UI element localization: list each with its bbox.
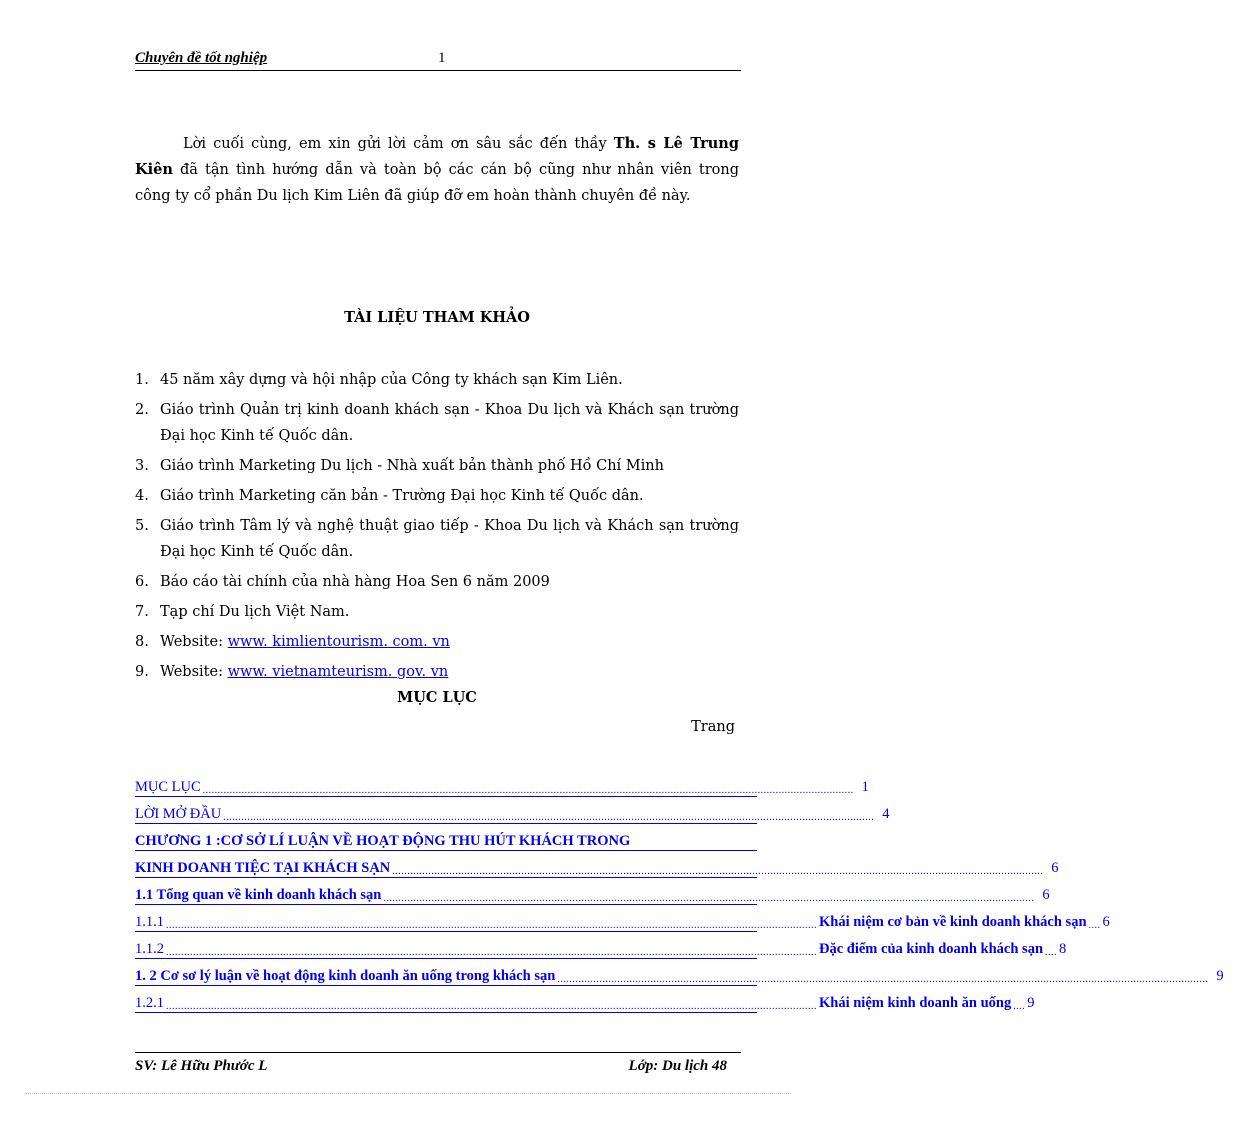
toc-entry-page: 6 [1051,860,1059,876]
reference-item [135,659,739,685]
toc-title: MỤC LỤC [397,689,477,706]
footer-student: SV: Lê Hữu Phước L [135,1058,268,1074]
reference-link-vietnamteurism[interactable]: www. vietnamteurism. gov. vn [227,664,449,680]
toc-entry-label: 1.1.1 [135,914,164,930]
reference-item [135,367,739,393]
toc-entry-1-1[interactable] [135,878,1050,905]
toc-entry-page: 9 [1027,995,1035,1011]
toc-leader-dots: ......................................................................................................................................................................................................................... [166,1001,817,1012]
table-of-contents [135,770,1224,1013]
toc-entry-title: Khái niệm kinh doanh ăn uống [819,995,1012,1011]
reference-text: Giáo trình Quản trị kinh doanh khách sạn - Khoa Du lịch và Khách sạn trường Đại học Kinh tế Quốc dân. [160,402,739,444]
reference-number: 2. [135,402,149,418]
reference-number: 3. [135,458,149,474]
reference-item [135,397,739,449]
toc-entry-label: 1.1.2 [135,941,164,957]
toc-entry-page: 9 [1216,968,1224,984]
toc-entry-label: LỜI MỞ ĐẦU [135,806,222,822]
reference-text: Giáo trình Tâm lý và nghệ thuật giao tiếp - Khoa Du lịch và Khách sạn trường Đại học Kinh tế Quốc dân. [160,518,739,560]
reference-number: 1. [135,372,149,388]
toc-page-column-label: Trang [691,719,735,735]
ack-text-after: đã tận tình hướng dẫn và toàn bộ các cán bộ cũng như nhân viên trong công ty cổ phần Du lịch Kim Liên đã giúp đỡ em hoàn thành chuyên đề này. [135,162,739,204]
toc-entry-title: Đặc điểm của kinh doanh khách sạn [819,941,1044,957]
toc-entry-label: 1. 2 Cơ sơ lý luận về hoạt động kinh doanh ăn uống trong khách sạn [135,968,556,984]
reference-text: 45 năm xây dựng và hội nhập của Công ty khách sạn Kim Liên. [160,372,623,388]
toc-leader-dots: .... [1045,947,1058,958]
toc-entry-page: 1 [861,779,869,795]
toc-entry-chuong-1-cont[interactable] [135,851,1059,878]
reference-number: 4. [135,488,149,504]
reference-prefix: Website: [160,634,228,650]
toc-leader-dots: ......................................................................................................................................................................................................................... [392,866,1044,877]
toc-leader-dots: ......................................................................................................................................................................................................................... [202,785,854,796]
toc-entry-1-1-2[interactable] [135,932,1067,959]
toc-leader-dots: ......................................................................................................................................................................................................................... [383,893,1035,904]
page-bottom-edge [25,1093,791,1094]
toc-entry-label: MỤC LỤC [135,779,201,795]
references-title: TÀI LIỆU THAM KHẢO [344,309,530,326]
reference-number: 7. [135,604,149,620]
reference-prefix: Website: [160,664,228,680]
toc-entry-label: 1.2.1 [135,995,164,1011]
toc-entry-page: 4 [882,806,890,822]
toc-leader-dots: .... [1013,1001,1026,1012]
reference-text: Tạp chí Du lịch Việt Nam. [160,604,350,620]
reference-item [135,629,739,655]
toc-entry-muc-luc[interactable] [135,770,869,797]
toc-leader-dots: ......................................................................................................................................................................................................................... [223,812,875,823]
reference-number: 5. [135,518,149,534]
reference-number: 8. [135,634,149,650]
toc-leader-dots: .... [1088,920,1101,931]
reference-text: Giáo trình Marketing căn bản - Trường Đại học Kinh tế Quốc dân. [160,488,644,504]
reference-item [135,569,739,595]
page-header [135,50,741,71]
toc-entry-1-2-1[interactable] [135,986,1035,1013]
reference-number: 9. [135,664,149,680]
page-footer [135,1052,741,1077]
reference-item [135,513,739,565]
ack-advisor-name: Th. s Lê Trung Kiên [135,135,739,178]
header-title: Chuyên đề tốt nghiệp [135,50,268,66]
reference-item [135,483,739,509]
toc-entry-1-1-1[interactable] [135,905,1110,932]
toc-entry-label: CHƯƠNG 1 :CƠ SỞ LÍ LUẬN VỀ HOẠT ĐỘNG THU HÚT KHÁCH TRONG [135,833,631,849]
toc-entry-title: Khái niệm cơ bản về kinh doanh khách sạn [819,914,1087,930]
toc-entry-label: 1.1 Tổng quan về kinh doanh khách sạn [135,887,382,903]
toc-entry-page: 6 [1102,914,1110,930]
toc-leader-dots: ......................................................................................................................................................................................................................... [166,947,817,958]
reference-link-kimlientourism[interactable]: www. kimlientourism. com. vn [227,634,450,650]
reference-item [135,599,739,625]
toc-leader-dots: ......................................................................................................................................................................................................................... [166,920,817,931]
ack-text-before: Lời cuối cùng, em xin gửi lời cảm ơn sâu sắc đến thầy [183,136,614,152]
header-page-number: 1 [438,50,446,66]
toc-entry-page: 6 [1042,887,1050,903]
references-list [135,367,739,689]
reference-number: 6. [135,574,149,590]
reference-text: Báo cáo tài chính của nhà hàng Hoa Sen 6 năm 2009 [160,574,550,590]
reference-item [135,453,739,479]
toc-entry-chuong-1[interactable] [135,824,757,851]
acknowledgement-paragraph [135,131,739,209]
footer-class: Lớp: Du lịch 48 [628,1058,727,1074]
toc-entry-page: 8 [1059,941,1067,957]
toc-entry-label: KINH DOANH TIỆC TẠI KHÁCH SẠN [135,860,391,876]
toc-leader-dots: ......................................................................................................................................................................................................................... [557,974,1209,985]
toc-entry-1-2[interactable] [135,959,1224,986]
reference-text: Giáo trình Marketing Du lịch - Nhà xuất bản thành phố Hồ Chí Minh [160,458,664,474]
toc-entry-loi-mo-dau[interactable] [135,797,890,824]
